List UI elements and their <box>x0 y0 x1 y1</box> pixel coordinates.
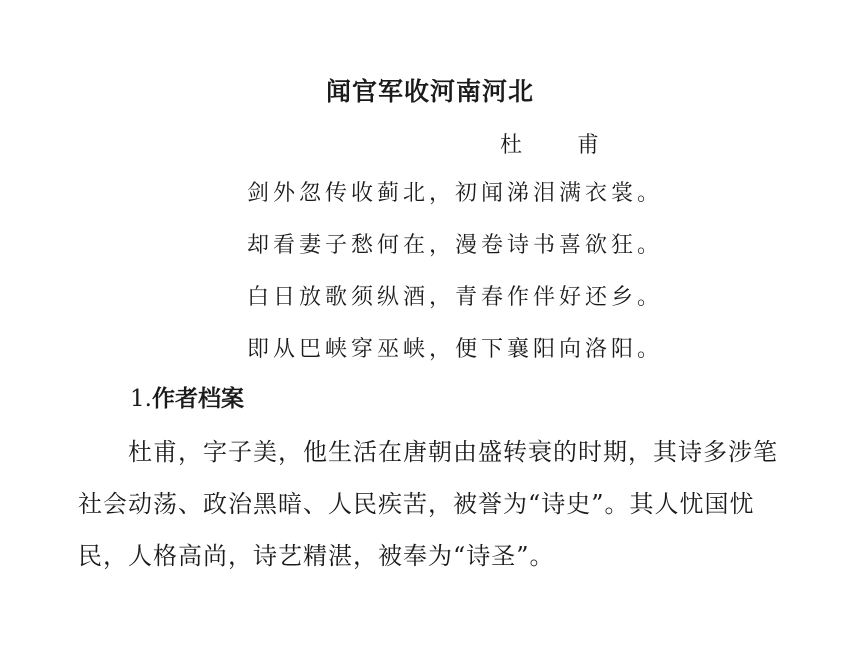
poem-author: 杜 甫 <box>500 133 623 158</box>
poem-line: 剑外忽传收蓟北，初闻涕泪满衣裳。 <box>247 181 664 206</box>
poem-line: 白日放歌须纵酒，青春作伴好还乡。 <box>247 285 664 310</box>
poem-line: 却看妻子愁何在，漫卷诗书喜欲狂。 <box>247 233 664 258</box>
poem-body <box>247 176 663 384</box>
section-number: 1. <box>130 386 152 412</box>
poem-line: 即从巴峡穿巫峡，便下襄阳向洛阳。 <box>247 337 664 362</box>
section-heading <box>130 380 244 413</box>
section-title: 作者档案 <box>151 386 244 412</box>
poem-title: 闻官军收河南河北 <box>325 77 534 106</box>
author-bio-paragraph: 杜甫，字子美，他生活在唐朝由盛转衰的时期，其诗多涉笔社会动荡、政治黑暗、人民疾苦，被誉为“诗史”。其人忧国忧民，人格高尚，诗艺精湛，被奉为“诗圣”。 <box>78 438 778 570</box>
